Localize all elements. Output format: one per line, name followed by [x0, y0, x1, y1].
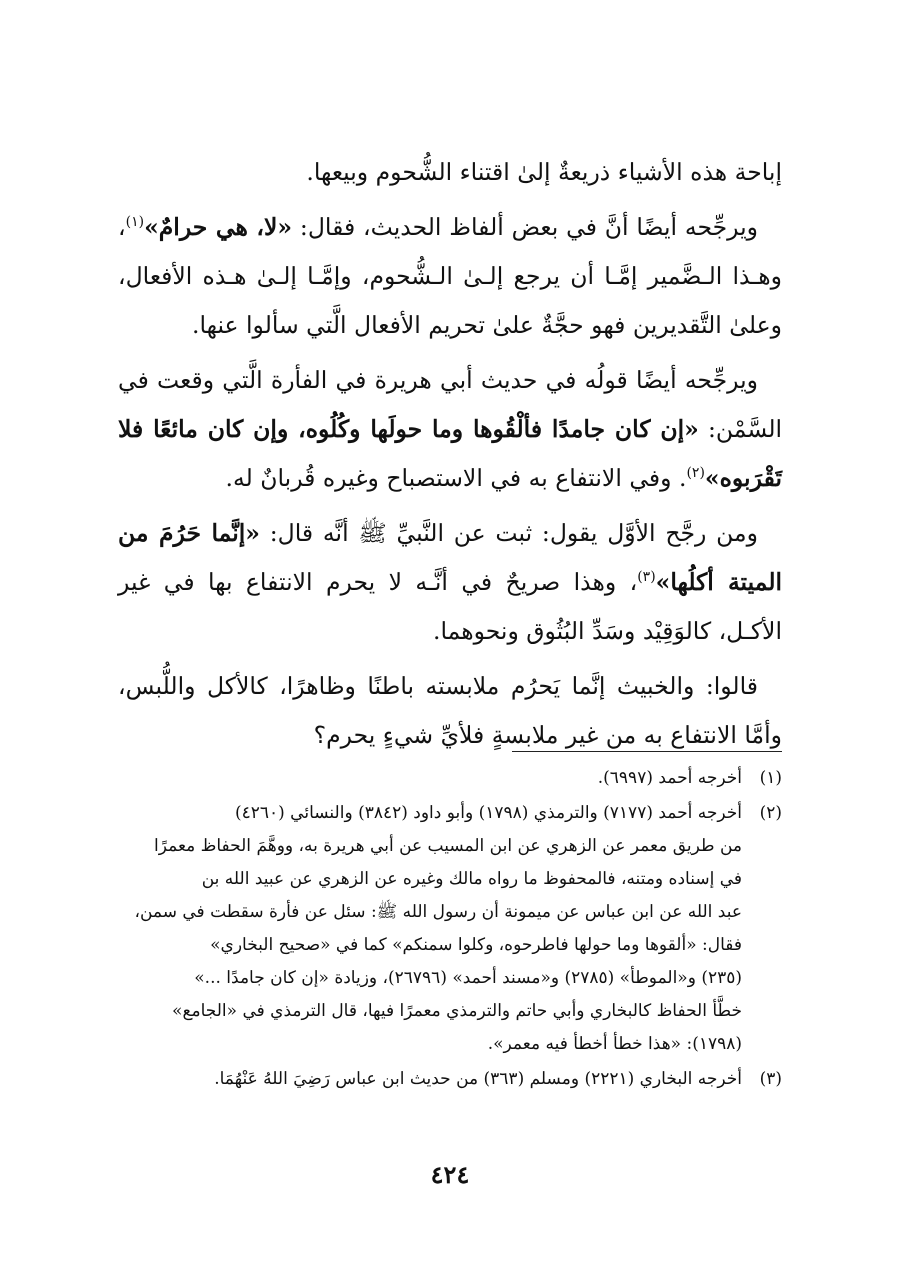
paragraph-3-text-a: ويرجِّحه أيضًا قولُه في حديث أبي هريرة في الفأرة الَّتي وقعت في السَّمْن:	[118, 366, 783, 443]
paragraph-2-text-a: ويرجِّحه أيضًا أنَّ في بعض ألفاظ الحديث، فقال:	[292, 213, 759, 241]
hadith-quote-3: «إنَّما حَرُمَ من الميتة أكلُها»	[118, 519, 783, 596]
paragraph-1	[118, 148, 782, 197]
paragraph-1-text: إباحة هذه الأشياء ذريعةٌ إلىٰ اقتناء الشُّحوم وبيعها.	[306, 158, 782, 186]
footnotes	[118, 762, 782, 1098]
paragraph-5	[118, 662, 782, 760]
footnote-number: (١)	[759, 768, 782, 788]
paragraph-4-text-b: ، وهذا صريحٌ في أنَّـه لا يحرم الانتفاع بها في غير الأكـل، كالوَقِيْد وسَدِّ البُثُوق ونحوهما.	[118, 568, 782, 645]
page-number: ٤٢٤	[430, 1160, 470, 1189]
hadith-quote-1: «لا، هي حرامٌ»	[144, 213, 293, 241]
footnote-line: عبد الله عن ابن عباس عن ميمونة أن رسول الله ﷺ: سئل عن فأرة سقطت في سمن،	[134, 902, 742, 922]
footnote-ref-3: (٣)	[637, 569, 656, 586]
footnote-text	[118, 1063, 742, 1096]
footnote-ref-1: (١)	[125, 214, 145, 231]
paragraph-3-text-b: . وفي الانتفاع به في الاستصباح وغيره قُربانٌ له.	[225, 464, 687, 492]
footnote-line: أخرجه أحمد (٦٩٩٧).	[597, 768, 742, 788]
paragraph-4-text-a: ومن رجَّح الأوَّل يقول: ثبت عن النَّبيِّ ﷺ أنَّه قال:	[260, 519, 758, 547]
footnote-ref-2: (٢)	[686, 465, 705, 482]
paragraph-5-text: قالوا: والخبيث إنَّما يَحرُم ملابسته باطنًا وظاهرًا، كالأكل واللُّبس، وأمَّا الانتفاع به من غير ملابسةٍ فلأيِّ شيءٍ يحرم؟	[118, 672, 782, 749]
footnote-text	[118, 762, 742, 795]
footnote-3	[118, 1063, 782, 1096]
footnote-line: (٢٣٥) و«الموطأ» (٢٧٨٥) و«مسند أحمد» (٢٦٧٩٦)، وزيادة «إن كان جامدًا ...»	[194, 968, 742, 988]
footnote-number: (٢)	[759, 803, 782, 823]
footnote-number: (٣)	[759, 1069, 782, 1089]
footnote-1	[118, 762, 782, 795]
footnote-separator	[512, 751, 782, 752]
footnote-text	[118, 797, 742, 1061]
footnote-2	[118, 797, 782, 1061]
footnote-line: أخرجه أحمد (٧١٧٧) والترمذي (١٧٩٨) وأبو داود (٣٨٤٢) والنسائي (٤٢٦٠)	[234, 803, 742, 823]
paragraph-4	[118, 509, 782, 656]
footnote-line: أخرجه البخاري (٢٢٢١) ومسلم (٣٦٣) من حديث ابن عباس رَضِيَ اللهُ عَنْهُمَا.	[214, 1069, 742, 1089]
footnote-line: من طريق معمر عن الزهري عن ابن المسيب عن أبي هريرة به، ووهَّمَ الحفاظ معمرًا	[154, 836, 742, 856]
paragraph-3	[118, 356, 782, 503]
footnote-line: في إسناده ومتنه، فالمحفوظ ما رواه مالك وغيره عن الزهري عن عبيد الله بن	[201, 869, 742, 889]
main-text	[118, 148, 782, 766]
footnote-line: فقال: «ألقوها وما حولها فاطرحوه، وكلوا سمنكم» كما في «صحيح البخاري»	[210, 935, 742, 955]
hadith-quote-2: «إن كان جامدًا فألْقُوها وما حولَها وكُلُوه، وإن كان مائعًا فلا تَقْرَبوه»	[118, 415, 782, 492]
paragraph-2	[118, 203, 782, 350]
paragraph-2-text-b: ، وهـذا الـضَّمير إمَّـا أن يرجع إلـىٰ الـشُّحوم، وإمَّـا إلـىٰ هـذه الأفعال، وعلىٰ التَّقديرين فهو حجَّةٌ علىٰ تحريم الأفعال الَّتي سألوا عنها.	[118, 213, 782, 339]
footnote-line: خطَّأ الحفاظ كالبخاري وأبي حاتم والترمذي معمرًا فيها، قال الترمذي في «الجامع»	[172, 1001, 742, 1021]
footnote-line: (١٧٩٨): «هذا خطأ أخطأ فيه معمر».	[487, 1034, 742, 1054]
